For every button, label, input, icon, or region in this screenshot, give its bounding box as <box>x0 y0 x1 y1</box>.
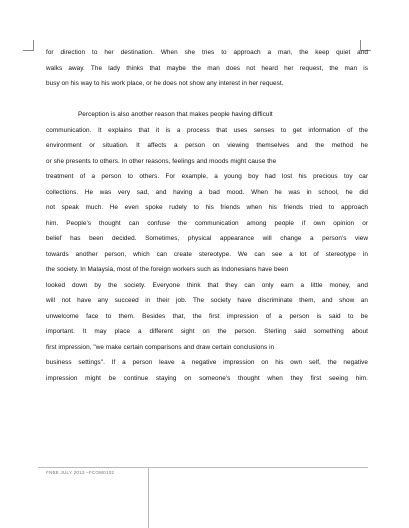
text-line: will not have any succeed in their job. The society have discriminate them, and show an <box>46 297 368 304</box>
text-line: not speak much. He even spoke rudely to his friends when his friends tried to approach <box>46 204 368 211</box>
text-line: impression might be continue staying on someone's thought when they first seeing him. <box>46 374 368 382</box>
text-line: unwelcome face to them. Besides that, the first impression of a person is said to be <box>46 312 368 320</box>
text-line: Perception is also another reason that makes people having difficult <box>78 111 273 118</box>
text-line: collections. He was very sad, and having a bad mood. When he was in school, he did <box>46 188 368 196</box>
text-line: first impression, "we make certain comparisons and draw certain conclusions in <box>46 343 275 351</box>
text-line: walks away. The lady thinks that maybe the man does not heard her request, the man is <box>46 64 368 72</box>
text-line: belief has been decided. Sometimes, physical appearance will change a person's view <box>46 235 368 242</box>
text-line: business settings". If a person leave a negative impression on his own self, the negative <box>46 359 368 366</box>
paragraph-gap <box>46 92 368 108</box>
text-line: him. People's thought can confuse the communication among people if own opinion or <box>46 219 368 227</box>
text-line: treatment of a person to others. For example, a young boy had lost his precious toy car <box>46 173 368 180</box>
text-line: for direction to her destination. When she tries to approach a man, the keep quiet and <box>46 49 368 56</box>
text-line: the society. In Malaysia, most of the foreign workers such as Indonesians have been <box>46 266 289 273</box>
footer-separator <box>148 467 149 528</box>
footer-divider <box>38 467 368 468</box>
text-line: towards another person, which can create stereotype. We can see a lot of stereotype in <box>46 250 368 258</box>
text-line: busy on his way to his work place, or he does not show any interest in her request. <box>46 80 284 87</box>
body-text <box>46 45 368 386</box>
text-line: looked down by the society. Everyone think that they can only earn a little money, and <box>46 281 368 289</box>
text-line: or she presents to others. In other reasons, feelings and moods might cause the <box>46 157 277 165</box>
text-line: communication. It explains that it is a process that uses senses to get information of the <box>46 126 368 134</box>
margin-corner-top-left <box>23 40 34 51</box>
text-line: environment or situation. It affects a person on viewing themselves and the method he <box>46 142 368 149</box>
text-line: important. It may place a different sight on the person. Sterling said something about <box>46 328 368 335</box>
footer-label: FNBE JULY 2013 –FCOM0102 <box>46 470 115 475</box>
